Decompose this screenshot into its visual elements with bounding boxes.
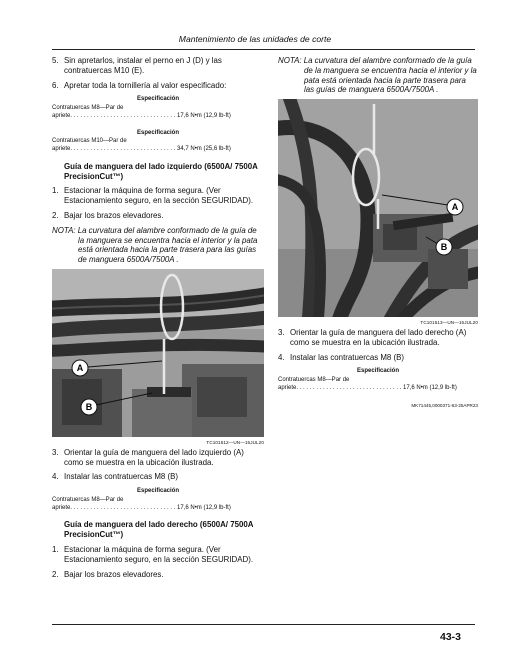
spec-block [278, 367, 478, 392]
step-text: Sin apretarlos, instalar el perno en J (D) y las contratuercas M10 (E). [64, 56, 222, 75]
spec-item: Contratuercas M8—Par de [278, 376, 350, 383]
step-item [278, 328, 478, 348]
step-number: 4. [278, 352, 285, 362]
left-column [52, 56, 264, 584]
figure-id: TC101513—UN—15JUL20 [420, 320, 478, 326]
step-item [52, 81, 264, 91]
step-number: 2. [52, 211, 59, 221]
step-number: 1. [52, 186, 59, 196]
spec-heading: Especificación [136, 96, 180, 103]
step-number: 3. [52, 447, 59, 457]
page-number: 43-3 [440, 631, 462, 643]
spec-block [52, 95, 264, 120]
note-text: NOTA: La curvatura del alambre conformado de la guía de la manguera se encuentra hacia el interior y la pata está orientada hacia la parte trasera para las guías de manguera 6500A/7500A . [278, 56, 477, 95]
note-text: NOTA: La curvatura del alambre conformado de la guía de la manguera se encuentra hacia el interior y la pata está orientada hacia la parte trasera para las guías de manguera 6500A/7500A . [52, 225, 258, 265]
spec-value: apriete. . . . . . . . . . . . . . . . . . . . . . . . . . . . . . . . 17,6 N•m (12,9 lb-ft) [52, 113, 231, 120]
spec-heading: Especificación [356, 368, 400, 375]
spec-item: Contratuercas M8—Par de [52, 496, 124, 503]
step-item [278, 353, 478, 363]
document-id: MK71445,0000371-63-25APR23 [411, 402, 478, 408]
step-number: 5. [52, 56, 59, 65]
step-number: 2. [52, 569, 59, 579]
spec-heading: Especificación [136, 129, 180, 136]
hose-guide-photo [52, 269, 264, 437]
step-item [52, 211, 264, 221]
step-text: Instalar las contratuercas M8 (B) [64, 472, 179, 482]
step-text: Bajar los brazos elevadores. [64, 569, 164, 579]
figure-left-hose-guide [52, 269, 264, 448]
spec-heading: Especificación [136, 488, 180, 495]
spec-block [52, 487, 264, 512]
step-number: 3. [278, 327, 285, 337]
step-text: Estacionar la máquina de forma segura. (Ver Estacionamiento seguro, en la sección SEGURIDAD). [64, 545, 254, 564]
spec-item: Contratuercas M10—Par de [52, 138, 127, 145]
callout-b: B [440, 242, 448, 253]
callout-b: B [85, 402, 93, 412]
spec-item: Contratuercas M8—Par de [52, 104, 124, 111]
step-item [52, 56, 264, 76]
step-number: 4. [52, 472, 59, 482]
spec-value: apriete. . . . . . . . . . . . . . . . . . . . . . . . . . . . . . . . 17,6 N•m (12,9 lb-ft) [278, 385, 457, 392]
step-item [52, 186, 264, 206]
section-heading: Guía de manguera del lado derecho (6500A/ 7500A PrecisionCut™) [64, 520, 254, 540]
running-header: Mantenimiento de las unidades de corte [178, 34, 332, 44]
spec-value: apriete. . . . . . . . . . . . . . . . . . . . . . . . . . . . . . . . 34,7 N•m (25,6 lb-ft) [52, 146, 231, 153]
figure-right-hose-guide [278, 99, 478, 328]
step-number: 6. [52, 80, 59, 90]
hose-guide-photo [278, 99, 478, 317]
step-number: 1. [52, 545, 59, 554]
step-text: Orientar la guía de manguera del lado izquierdo (A) como se muestra en la ubicación ilustrada. [64, 447, 244, 467]
spec-block [52, 129, 264, 154]
figure-id: TC101512—UN—15JUL20 [206, 440, 264, 445]
step-text: Instalar las contratuercas M8 (B) [290, 352, 405, 362]
callout-a: A [76, 363, 84, 373]
step-text: Apretar toda la tornillería al valor especificado: [64, 80, 227, 90]
step-item [52, 545, 264, 565]
callout-a: A [451, 202, 459, 213]
section-heading: Guía de manguera del lado izquierdo (6500A/ 7500A PrecisionCut™) [64, 161, 258, 181]
step-item [52, 570, 264, 580]
right-column [278, 56, 478, 410]
spec-value: apriete. . . . . . . . . . . . . . . . . . . . . . . . . . . . . . . . 17,6 N•m (12,9 lb-ft) [52, 505, 231, 511]
step-text: Bajar los brazos elevadores. [64, 211, 164, 221]
step-item [52, 448, 264, 468]
footer-rule [52, 624, 475, 625]
step-item [52, 472, 264, 482]
step-text: Estacionar la máquina de forma segura. (Ver Estacionamiento seguro, en la sección SEGURIDAD). [64, 186, 254, 206]
step-text: Orientar la guía de manguera del lado derecho (A) como se muestra en la ubicación ilustrada. [290, 327, 467, 347]
header-rule [52, 49, 475, 50]
